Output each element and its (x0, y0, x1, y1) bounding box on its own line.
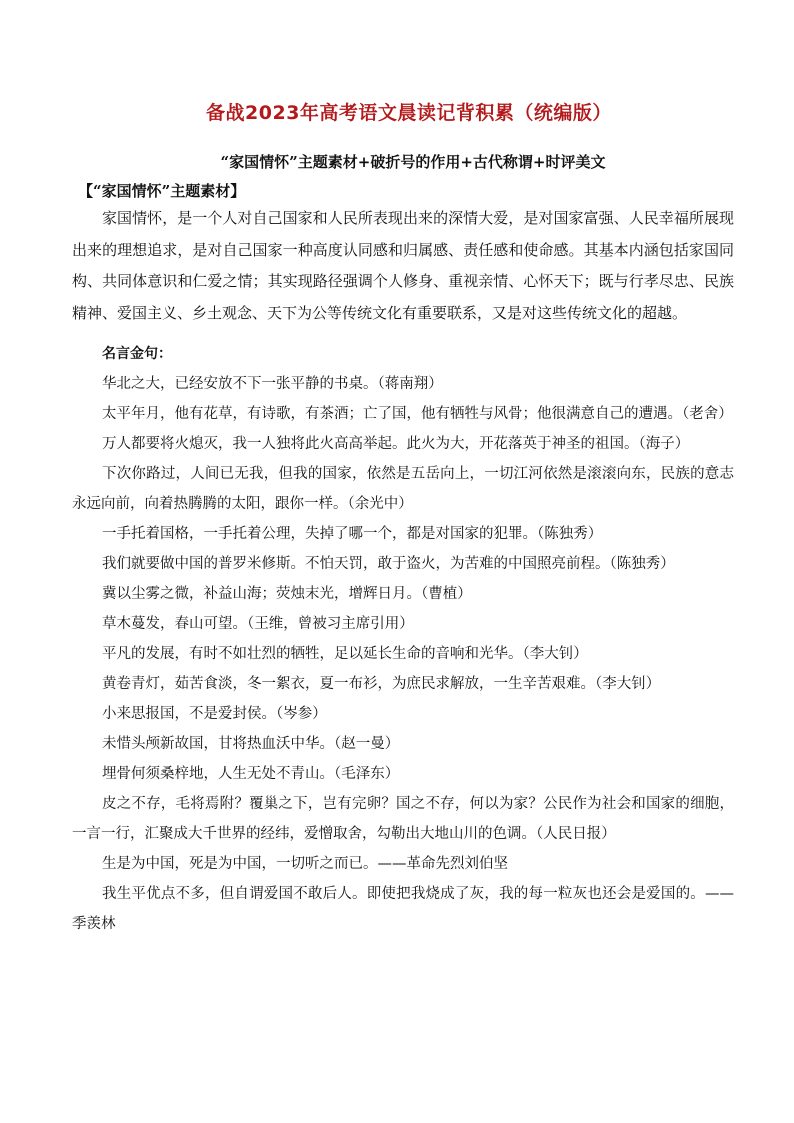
quote-item: 草木蔓发，春山可望。（王维，曾被习主席引用） (102, 616, 414, 632)
quote-item: 我生平优点不多，但自谓爱国不敢后人。即使把我烧成了灰，我的每一粒灰也还会是爱国的。——季羡林 (72, 886, 734, 932)
quote-item: 皮之不存，毛将焉附？覆巢之下，岂有完卵？国之不存，何以为家？公民作为社会和国家的细胞，一言一行，汇聚成大千世界的经纬，爱憎取舍，勾勒出大地山川的色调。（人民日报） (72, 796, 734, 842)
quote-item: 未惜头颅新故国，甘将热血沃中华。（赵一曼） (102, 736, 400, 752)
quote-item: 埋骨何须桑梓地，人生无处不青山。（毛泽东） (102, 766, 400, 782)
quote-item: 万人都要将火熄灭，我一人独将此火高高举起。此火为大，开花落英于神圣的祖国。（海子） (102, 436, 690, 452)
quote-item: 华北之大，已经安放不下一张平静的书桌。（蒋南翔） (102, 376, 443, 392)
quote-item: 下次你路过，人间已无我，但我的国家，依然是五岳向上，一切江河依然是滚滚向东，民族的意志永远向前，向着热腾腾的太阳，跟你一样。（余光中） (72, 466, 734, 512)
document-subtitle: “家国情怀”主题素材+破折号的作用+古代称谓+时评美文 (220, 153, 606, 171)
section-heading: 【“家国情怀”主题素材】 (78, 182, 246, 200)
quotes-list (72, 369, 734, 939)
quote-item: 一手托着国格，一手托着公理，失掉了哪一个，都是对国家的犯罪。（陈独秀） (102, 526, 603, 542)
quote-item: 小来思报国，不是爱封侯。（岑参） (102, 706, 327, 722)
quote-item: 黄卷青灯，茹苦食淡，冬一絮衣，夏一布衫，为庶民求解放，一生辛苦艰难。（李大钊） (102, 676, 661, 692)
quote-item: 我们就要做中国的普罗米修斯。不怕天罚，敢于盗火，为苦难的中国照亮前程。（陈独秀） (102, 556, 675, 572)
quote-item: 冀以尘雾之微，补益山海；荧烛末光，增辉日月。（曹植） (102, 586, 472, 602)
quote-item: 太平年月，他有花草，有诗歌，有茶酒；亡了国，他有牺牲与风骨；他很满意自己的遭遇。（老舍） (102, 406, 733, 422)
quote-item: 生是为中国，死是为中国，一切听之而已。——革命先烈刘伯坚 (102, 856, 508, 872)
quote-item: 平凡的发展，有时不如壮烈的牺牲，足以延长生命的音响和光华。（李大钊） (102, 646, 588, 662)
quotes-heading: 名言金句： (102, 346, 172, 362)
intro-paragraph: 家国情怀，是一个人对自己国家和人民所表现出来的深情大爱，是对国家富强、人民幸福所展现出来的理想追求，是对自己国家一种高度认同感和归属感、责任感和使命感。其基本内涵包括家国同构、共同体意识和仁爱之情；其实现路径强调个人修身、重视亲情、心怀天下；既与行孝尽忠、民族精神、爱国主义、乡土观念、天下为公等传统文化有重要联系，又是对这些传统文化的超越。 (72, 209, 734, 322)
document-title: 备战2023年高考语文晨读记背积累（统编版） (206, 102, 612, 124)
